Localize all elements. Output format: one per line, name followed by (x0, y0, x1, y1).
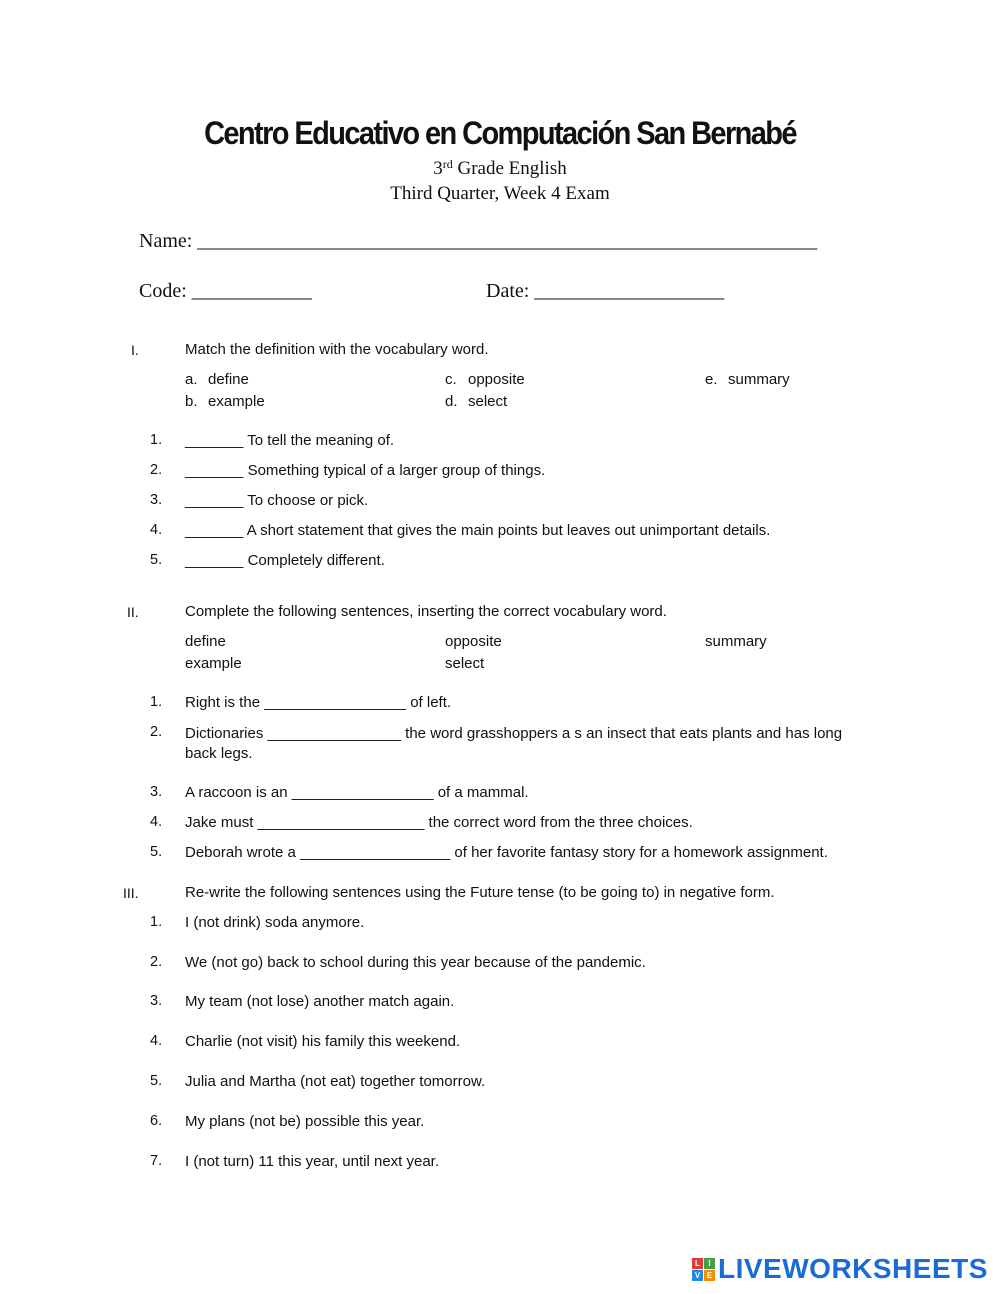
option-letter: c. (445, 371, 457, 388)
option-letter: a. (185, 371, 198, 388)
section-3-numeral: III. (123, 885, 139, 901)
logo-mark-cell: I (704, 1258, 715, 1269)
date-field[interactable]: Date: ___________________ (486, 280, 725, 302)
option-letter: e. (705, 371, 718, 388)
liveworksheets-logo-icon (692, 1258, 715, 1281)
s1-item-text[interactable]: _______ A short statement that gives the main points but leaves out unimportant details. (185, 522, 771, 539)
grade-label: Grade English (452, 158, 567, 179)
option-word: select (468, 393, 508, 410)
s2-item-number: 2. (150, 724, 163, 740)
s2-item-number: 1. (150, 694, 163, 710)
word-bank-item: summary (705, 633, 767, 650)
s3-item-number: 7. (150, 1153, 163, 1169)
option-word: summary (728, 371, 790, 388)
s2-item-text[interactable]: Deborah wrote a __________________ of her favorite fantasy story for a homework assignment. (185, 844, 828, 861)
section-1-numeral: I. (131, 342, 139, 358)
option-c (445, 371, 525, 388)
option-word: opposite (468, 371, 525, 388)
s3-item-text: Charlie (not visit) his family this weekend. (185, 1033, 461, 1050)
s3-item-text: My plans (not be) possible this year. (185, 1113, 425, 1130)
s1-item-text[interactable]: _______ To tell the meaning of. (185, 432, 395, 449)
s2-item-number: 5. (150, 844, 163, 860)
s1-item-number: 3. (150, 492, 163, 508)
option-letter: d. (445, 393, 458, 410)
s3-item-number: 2. (150, 954, 163, 970)
word-bank-item: opposite (445, 633, 502, 650)
s2-item-text[interactable]: A raccoon is an _________________ of a mammal. (185, 784, 529, 801)
s1-item-text[interactable]: _______ Something typical of a larger group of things. (185, 462, 546, 479)
exam-subtitle: Third Quarter, Week 4 Exam (390, 183, 610, 204)
section-2-instruction: Complete the following sentences, inserting the correct vocabulary word. (185, 603, 667, 620)
liveworksheets-logo[interactable] (692, 1254, 988, 1284)
grade-subtitle (0, 158, 1000, 180)
option-word: example (208, 393, 265, 410)
s2-item-number: 4. (150, 814, 163, 830)
s1-item-number: 4. (150, 522, 163, 538)
logo-mark-cell: V (692, 1270, 703, 1281)
liveworksheets-logo-text: LIVEWORKSHEETS (718, 1253, 988, 1284)
s2-item-text[interactable]: Right is the _________________ of left. (185, 694, 452, 711)
s2-item-text[interactable]: Dictionaries ________________ the word grasshoppers a s an insect that eats plants and has long back legs. (185, 725, 843, 762)
s3-item-number: 3. (150, 993, 163, 1009)
s2-item-number: 3. (150, 784, 163, 800)
word-bank-item: example (185, 655, 242, 672)
word-bank-item: define (185, 633, 226, 650)
word-bank-item: select (445, 655, 485, 672)
s2-item-text[interactable]: Jake must ____________________ the correct word from the three choices. (185, 814, 693, 831)
option-word: define (208, 371, 249, 388)
s3-item-number: 1. (150, 914, 163, 930)
section-3-instruction: Re-write the following sentences using the Future tense (to be going to) in negative form. (185, 884, 775, 901)
logo-mark-cell: E (704, 1270, 715, 1281)
option-e (705, 371, 790, 388)
s3-item-number: 6. (150, 1113, 163, 1129)
logo-mark-cell: L (692, 1258, 703, 1269)
school-title: Centro Educativo en Computación San Bernabé (204, 116, 796, 152)
grade-ordinal: rd (442, 157, 453, 171)
name-field[interactable]: Name: ______________________________________________________________ (139, 230, 818, 252)
section-2-numeral: II. (127, 604, 139, 620)
option-b (185, 393, 265, 410)
s1-item-text[interactable]: _______ To choose or pick. (185, 492, 369, 509)
code-field[interactable]: Code: ____________ (139, 280, 312, 302)
option-d (445, 393, 508, 410)
option-letter: b. (185, 393, 198, 410)
section-1-instruction: Match the definition with the vocabulary word. (185, 341, 489, 358)
s1-item-number: 2. (150, 462, 163, 478)
s3-item-text: My team (not lose) another match again. (185, 993, 455, 1010)
s1-item-text[interactable]: _______ Completely different. (185, 552, 385, 569)
s3-item-text: I (not turn) 11 this year, until next year. (185, 1153, 440, 1170)
s3-item-number: 5. (150, 1073, 163, 1089)
option-a (185, 371, 249, 388)
s1-item-number: 1. (150, 432, 163, 448)
s3-item-text: I (not drink) soda anymore. (185, 914, 365, 931)
s3-item-text: We (not go) back to school during this year because of the pandemic. (185, 954, 646, 971)
s3-item-text: Julia and Martha (not eat) together tomorrow. (185, 1073, 486, 1090)
grade-number: 3 (433, 158, 443, 179)
s3-item-number: 4. (150, 1033, 163, 1049)
s1-item-number: 5. (150, 552, 163, 568)
